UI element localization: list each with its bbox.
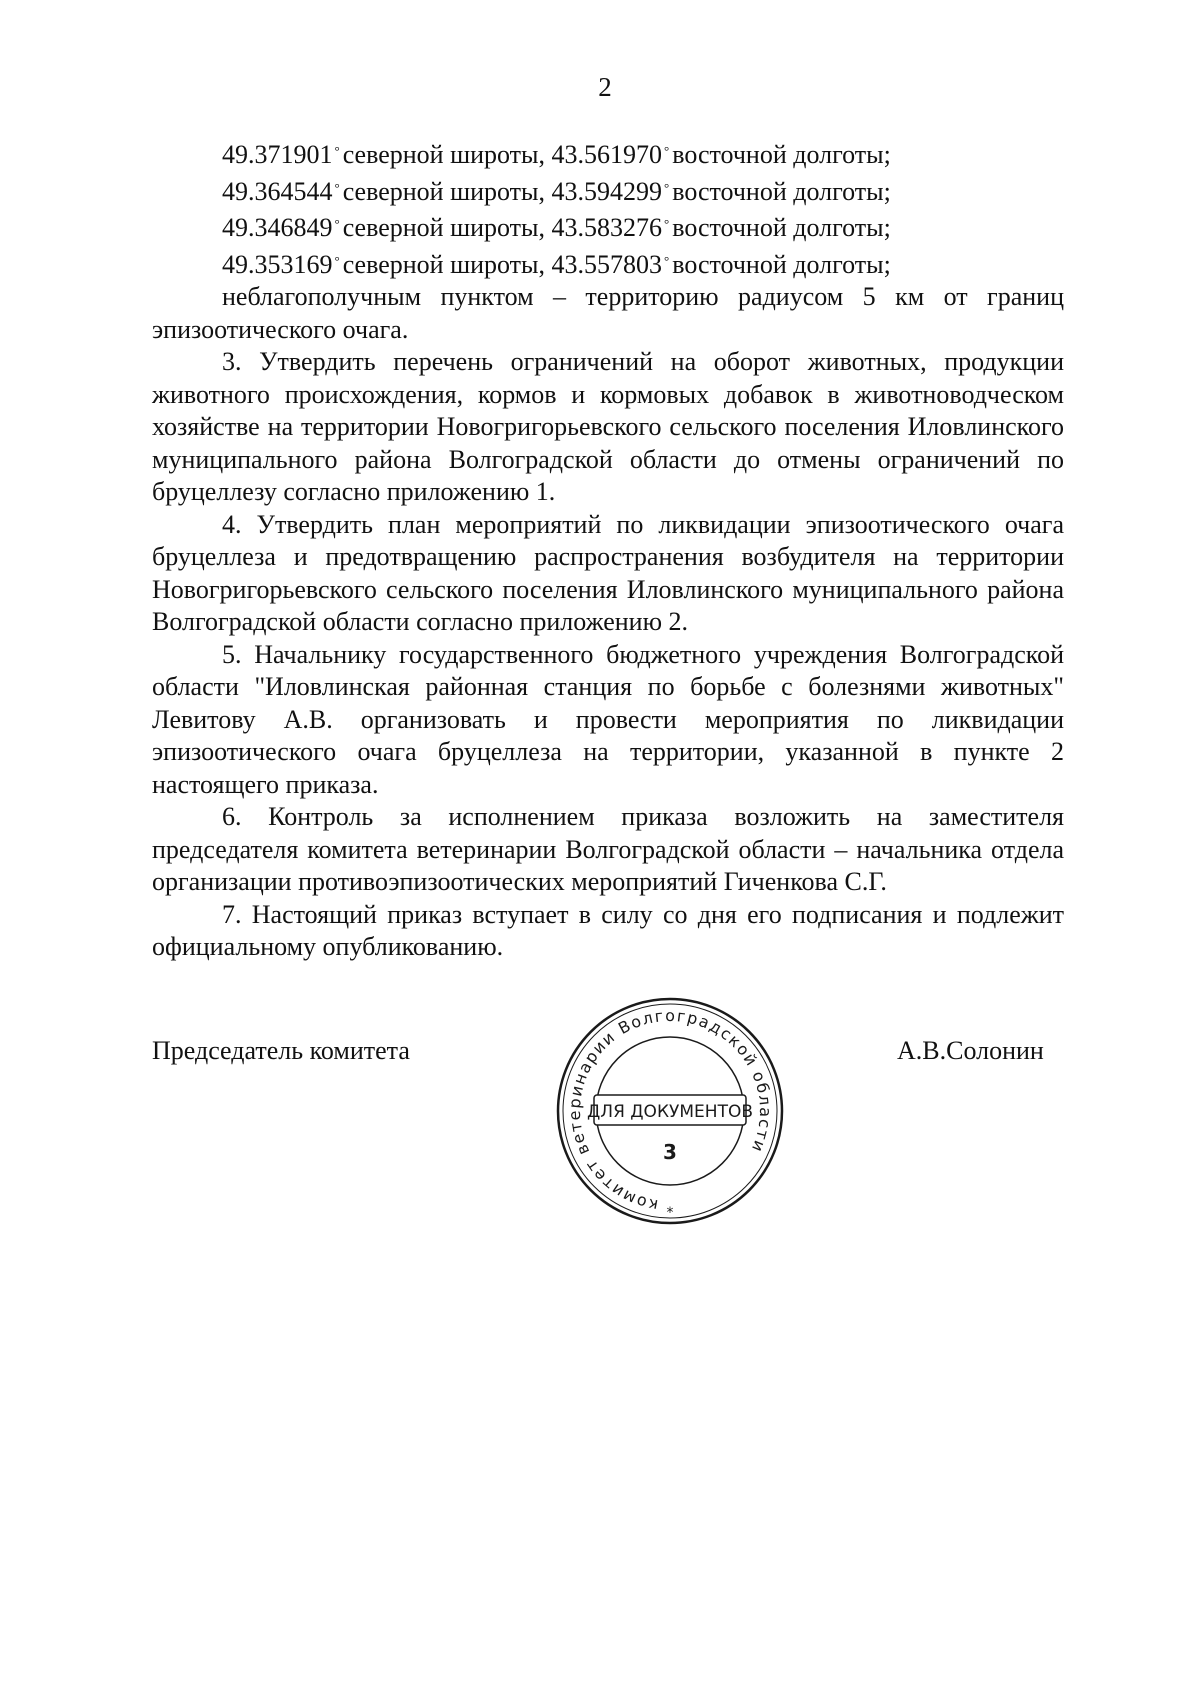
degree-symbol: °: [334, 216, 340, 231]
longitude-label: восточной долготы;: [672, 176, 891, 206]
paragraph-disadvantaged-point: неблагополучным пунктом – территорию радиусом 5 км от границ эпизоотического очага.: [152, 282, 1064, 344]
degree-symbol: °: [664, 179, 670, 195]
signatory-name: А.В.Солонин: [897, 1036, 1044, 1065]
stamp-ring-text: комитет ветеринарии Волгоградской области: [564, 1005, 776, 1216]
latitude-value: 49.364544: [222, 176, 333, 206]
latitude-label: северной широты,: [342, 176, 546, 206]
paragraph-6-control: 6. Контроль за исполнением приказа возложить на заместителя председателя комитета ветеринарии Волгоградской области – начальника отдела организации противоэпизоотических мероприятий Гиченкова С.Г.: [152, 802, 1064, 896]
paragraph-7-effective-date: 7. Настоящий приказ вступает в силу со дня его подписания и подлежит официальному опубликованию.: [152, 899, 1064, 961]
signatory-title: Председатель комитета: [152, 1036, 410, 1065]
latitude-value: 49.346849: [222, 213, 333, 242]
longitude-value: 43.561970: [551, 140, 663, 169]
coordinate-line: [152, 135, 1064, 172]
degree-symbol: °: [334, 143, 340, 158]
coordinate-line: [152, 245, 1064, 282]
latitude-label: северной широты,: [342, 249, 546, 279]
degree-symbol: °: [664, 252, 670, 268]
degree-symbol: °: [664, 216, 670, 231]
longitude-value: 43.594299: [551, 176, 663, 206]
degree-symbol: °: [664, 143, 670, 158]
longitude-label: восточной долготы;: [672, 213, 891, 242]
longitude-value: 43.557803: [551, 249, 663, 279]
paragraph-5-assignment: 5. Начальнику государственного бюджетного учреждения Волгоградской области "Иловлинская районная станция по борьбе с болезнями животных" Левитову А.В. организовать и провести мероприятия по ликвидации эпизоотического очага бруцеллеза на территории, указанной в пункте 2 настоящего приказа.: [152, 639, 1064, 799]
coordinate-line: [152, 172, 1064, 209]
latitude-label: северной широты,: [342, 213, 546, 242]
latitude-value: 49.353169: [222, 249, 333, 279]
longitude-label: восточной долготы;: [672, 140, 891, 169]
official-stamp: [554, 995, 786, 1227]
paragraph-3-restrictions: 3. Утвердить перечень ограничений на оборот животных, продукции животного происхождения, кормов и кормовых добавок в животноводческом хозяйстве на территории Новогригорьевского сельского поселения Иловлинского муниципального района Волгоградской области до отмены ограничений по бруцеллезу согласно приложению 1.: [152, 347, 1064, 506]
longitude-value: 43.583276: [551, 213, 663, 242]
degree-symbol: °: [334, 179, 340, 195]
coordinate-line: [152, 208, 1064, 245]
longitude-label: восточной долготы;: [672, 249, 891, 279]
degree-symbol: °: [334, 252, 340, 268]
latitude-value: 49.371901: [222, 140, 333, 169]
stamp-center-text: ДЛЯ ДОКУМЕНТОВ: [587, 1102, 753, 1122]
paragraph-4-action-plan: 4. Утвердить план мероприятий по ликвидации эпизоотического очага бруцеллеза и предотвращению распространения возбудителя на территории Новогригорьевского сельского поселения Иловлинского муниципального района Волгоградской области согласно приложению 2.: [152, 509, 1064, 636]
stamp-star: *: [666, 1205, 674, 1221]
document-body: [152, 135, 1064, 964]
latitude-label: северной широты,: [342, 140, 546, 169]
page-number: 2: [598, 72, 612, 102]
stamp-number: 3: [663, 1140, 677, 1164]
